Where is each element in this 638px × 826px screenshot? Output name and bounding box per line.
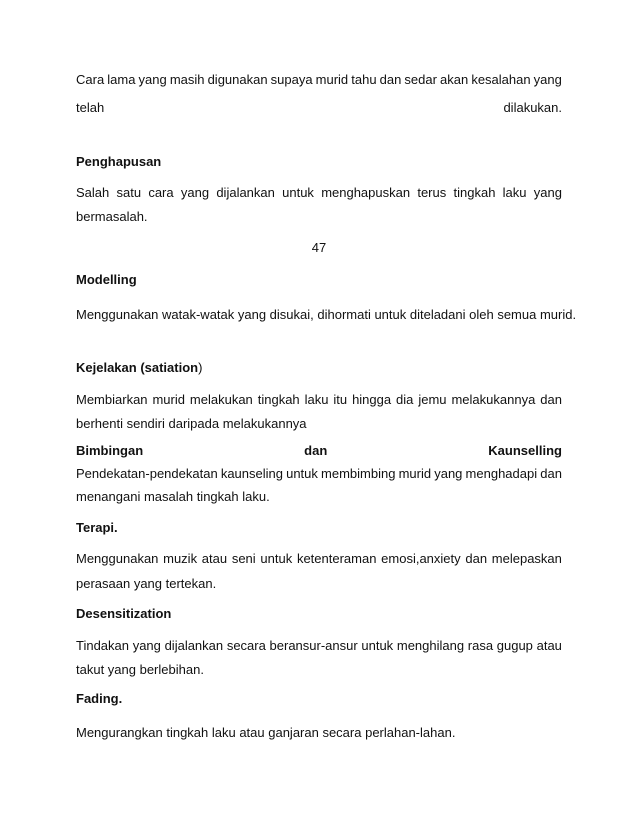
penghapusan-line-2: bermasalah. bbox=[76, 209, 148, 224]
desensitization-line-1 bbox=[76, 637, 562, 654]
document-page bbox=[76, 0, 577, 826]
word: Pendekatan-pendekatan bbox=[76, 466, 218, 481]
word: menghapuskan bbox=[321, 185, 411, 200]
word: atau bbox=[536, 638, 562, 653]
word: laku bbox=[502, 185, 527, 200]
word: masih bbox=[169, 72, 205, 87]
word: membimbing bbox=[321, 466, 396, 481]
word: Bimbingan bbox=[76, 443, 144, 458]
word: digunakan bbox=[207, 72, 268, 87]
heading-kejelakan-paren: ) bbox=[198, 360, 203, 375]
word: dan bbox=[540, 392, 562, 407]
word: ketenteraman bbox=[296, 551, 377, 566]
word: dia bbox=[396, 392, 414, 407]
word: laku bbox=[304, 392, 329, 407]
word: itu bbox=[333, 392, 348, 407]
heading-desensitization: Desensitization bbox=[76, 606, 172, 621]
word: dijalankan bbox=[216, 185, 275, 200]
word: Cara bbox=[76, 72, 105, 87]
intro-line-2-right: dilakukan. bbox=[503, 100, 562, 115]
word: akan bbox=[440, 72, 469, 87]
word: yang bbox=[132, 638, 161, 653]
word: tingkah bbox=[453, 185, 496, 200]
word: sedar bbox=[404, 72, 437, 87]
word: atau bbox=[201, 551, 228, 566]
kejelakan-line-2: berhenti sendiri daripada melakukannya bbox=[76, 416, 307, 431]
word: supaya bbox=[270, 72, 313, 87]
word: dan bbox=[540, 466, 562, 481]
word: melakukan bbox=[189, 392, 253, 407]
word: dan bbox=[304, 443, 328, 458]
word: tingkah bbox=[257, 392, 300, 407]
word: yang bbox=[533, 185, 562, 200]
heading-terapi: Terapi. bbox=[76, 520, 118, 535]
word: hingga bbox=[352, 392, 392, 407]
word: emosi,anxiety bbox=[381, 551, 461, 566]
fading-line-1: Mengurangkan tingkah laku atau ganjaran secara perlahan-lahan. bbox=[76, 725, 456, 740]
word: dan bbox=[379, 72, 402, 87]
bimbingan-line-2: menangani masalah tingkah laku. bbox=[76, 489, 270, 504]
word: rasa bbox=[467, 638, 494, 653]
terapi-line-2: perasaan yang tertekan. bbox=[76, 576, 217, 591]
word: Menggunakan bbox=[76, 551, 159, 566]
word: satu bbox=[116, 185, 142, 200]
word: melakukannya bbox=[451, 392, 536, 407]
word: murid bbox=[398, 466, 432, 481]
intro-line-2 bbox=[76, 99, 562, 116]
word: Tindakan bbox=[76, 638, 129, 653]
heading-kejelakan bbox=[76, 359, 562, 376]
modelling-line-1: Menggunakan watak-watak yang disukai, dihormati untuk diteladani oleh semua murid. bbox=[76, 307, 577, 322]
word: Kaunselling bbox=[488, 443, 562, 458]
word: untuk bbox=[260, 551, 293, 566]
word: untuk bbox=[361, 638, 394, 653]
heading-modelling: Modelling bbox=[76, 272, 137, 287]
word: yang bbox=[434, 466, 463, 481]
word: dijalankan bbox=[164, 638, 224, 653]
word: yang bbox=[180, 185, 210, 200]
intro-line-1 bbox=[76, 71, 562, 88]
word: jemu bbox=[418, 392, 447, 407]
word: murid bbox=[315, 72, 349, 87]
heading-penghapusan: Penghapusan bbox=[76, 154, 162, 169]
heading-kejelakan-text: Kejelakan (satiation bbox=[76, 360, 199, 375]
word: untuk bbox=[282, 185, 314, 200]
bimbingan-line-1 bbox=[76, 465, 562, 482]
word: gugup bbox=[496, 638, 533, 653]
kejelakan-line-1 bbox=[76, 391, 562, 408]
word: cara bbox=[148, 185, 174, 200]
word: yang bbox=[138, 72, 167, 87]
word: melepaskan bbox=[491, 551, 562, 566]
word: tahu bbox=[351, 72, 377, 87]
heading-fading: Fading. bbox=[76, 691, 123, 706]
word: terus bbox=[417, 185, 447, 200]
word: secara bbox=[226, 638, 266, 653]
page-number: 47 bbox=[311, 240, 327, 255]
word: kesalahan bbox=[471, 72, 531, 87]
word: beransur-ansur bbox=[269, 638, 358, 653]
penghapusan-line-1 bbox=[76, 184, 562, 201]
heading-bimbingan bbox=[76, 442, 562, 459]
word: muzik bbox=[163, 551, 198, 566]
word: murid bbox=[152, 392, 185, 407]
intro-line-2-left: telah bbox=[76, 100, 105, 115]
word: Membiarkan bbox=[76, 392, 148, 407]
terapi-line-1 bbox=[76, 550, 562, 567]
word: kaunseling bbox=[220, 466, 283, 481]
desensitization-line-2: takut yang berlebihan. bbox=[76, 662, 204, 677]
word: menghadapi bbox=[465, 466, 538, 481]
word: menghilang bbox=[396, 638, 465, 653]
word: Salah bbox=[76, 185, 110, 200]
word: untuk bbox=[286, 466, 318, 481]
word: dan bbox=[465, 551, 488, 566]
word: lama bbox=[107, 72, 136, 87]
word: yang bbox=[533, 72, 562, 87]
word: seni bbox=[231, 551, 256, 566]
